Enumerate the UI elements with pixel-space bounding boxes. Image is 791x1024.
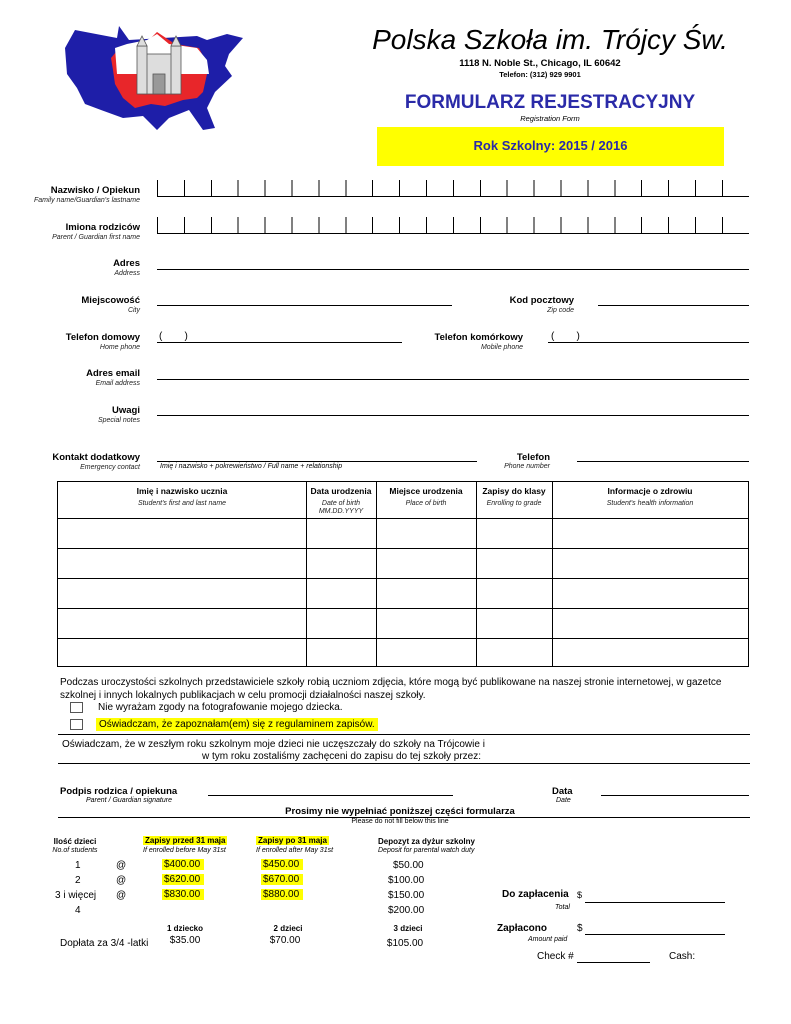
after-header: Zapisy po 31 maja bbox=[258, 836, 327, 845]
fee-row-at: @ bbox=[116, 890, 127, 901]
deposit-sub: Deposit for parental watch duty bbox=[378, 847, 475, 854]
fee-row-count: 2 bbox=[75, 875, 81, 886]
office-title: Prosimy nie wypełniać poniższej części formularza bbox=[285, 806, 515, 817]
fee-row-after: $670.00 bbox=[261, 874, 303, 885]
signature-sublabel: Parent / Guardian signature bbox=[86, 797, 172, 804]
emergency-phone-input[interactable] bbox=[577, 461, 749, 462]
count-sub: No.of students bbox=[52, 847, 98, 854]
surname-label: Nazwisko / Opiekun bbox=[50, 185, 140, 196]
col-pob-header: Miejsce urodzenia bbox=[389, 486, 463, 496]
form-title: FORMULARZ REJESTRACYJNY bbox=[404, 92, 696, 113]
col-dob-format: MM.DD.YYYY bbox=[318, 508, 364, 515]
signature-label: Podpis rodzica / opiekuna bbox=[60, 786, 178, 797]
late-header: 3 dzieci bbox=[393, 924, 423, 933]
fee-row-deposit: $200.00 bbox=[388, 905, 425, 916]
fee-row-before: $830.00 bbox=[162, 889, 204, 900]
late-value: $35.00 bbox=[169, 935, 201, 946]
emergency-phone-sublabel: Phone number bbox=[504, 463, 550, 470]
count-header: Ilość dzieci bbox=[53, 837, 97, 846]
mobile-phone-area: ( ) bbox=[551, 331, 580, 342]
rules-checkbox[interactable] bbox=[70, 719, 83, 730]
photo-consent-text: Podczas uroczystości szkolnych przedstawiciele szkoły robią uczniom zdjęcia, które mogą być publikowane na naszej stronie internetowej, w gazetce szkolnej i innych lokalnych publikacjach w celu promocji działalności naszej szkoły. bbox=[60, 677, 722, 701]
fee-row-before: $400.00 bbox=[162, 859, 204, 870]
due-label: Do zapłacenia bbox=[502, 889, 569, 900]
emergency-label: Kontakt dodatkowy bbox=[52, 452, 140, 463]
col-grade-sub: Enrolling to grade bbox=[486, 500, 542, 507]
late-value: $70.00 bbox=[269, 935, 301, 946]
surname-input[interactable] bbox=[157, 180, 749, 197]
emergency-input[interactable] bbox=[157, 461, 477, 462]
emergency-sublabel: Emergency contact bbox=[80, 464, 140, 471]
date-input[interactable] bbox=[601, 795, 749, 796]
city-label: Miejscowość bbox=[81, 295, 140, 306]
col-health-sub: Student's health information bbox=[606, 500, 694, 507]
email-sublabel: Email address bbox=[95, 380, 140, 387]
fee-row-deposit: $50.00 bbox=[393, 860, 424, 871]
fee-row-at: @ bbox=[116, 875, 127, 886]
home-phone-label: Telefon domowy bbox=[65, 332, 140, 343]
fee-row-before: $620.00 bbox=[162, 874, 204, 885]
mobile-phone-sublabel: Mobile phone bbox=[480, 344, 523, 351]
fee-row-at: @ bbox=[116, 860, 127, 871]
fee-row-count: 4 bbox=[75, 905, 81, 916]
fee-row-deposit: $100.00 bbox=[388, 875, 425, 886]
address-sublabel: Address bbox=[114, 270, 140, 277]
notes-input[interactable] bbox=[157, 415, 749, 416]
declaration-input[interactable] bbox=[58, 763, 750, 764]
late-header: 1 dziecko bbox=[166, 924, 203, 933]
fee-row-deposit: $150.00 bbox=[388, 890, 425, 901]
school-year: Rok Szkolny: 2015 / 2016 bbox=[473, 138, 628, 153]
address-input[interactable] bbox=[157, 269, 749, 270]
col-dob-sub: Date of birth bbox=[321, 500, 361, 507]
notes-sublabel: Special notes bbox=[97, 417, 140, 424]
students-table bbox=[57, 481, 749, 667]
cash-label: Cash: bbox=[669, 951, 696, 962]
due-currency: $ bbox=[577, 890, 583, 900]
signature-input[interactable] bbox=[208, 795, 453, 796]
late-header: 2 dzieci bbox=[273, 924, 303, 933]
parents-input[interactable] bbox=[157, 217, 749, 234]
rules-label: Oświadczam, że zapoznałam(em) się z regulaminem zapisów. bbox=[96, 718, 378, 731]
photo-consent-label: Nie wyrażam zgody na fotografowanie mojego dziecka. bbox=[98, 702, 343, 713]
col-grade-header: Zapisy do klasy bbox=[482, 486, 546, 496]
parents-sublabel: Parent / Guardian first name bbox=[52, 234, 140, 241]
photo-consent-checkbox[interactable] bbox=[70, 702, 83, 713]
city-sublabel: City bbox=[127, 307, 140, 314]
email-input[interactable] bbox=[157, 379, 749, 380]
paid-sublabel: Amount paid bbox=[528, 936, 568, 943]
home-phone-area: ( ) bbox=[159, 331, 188, 342]
table-row[interactable] bbox=[58, 549, 748, 578]
notes-label: Uwagi bbox=[112, 405, 140, 416]
home-phone-sublabel: Home phone bbox=[99, 344, 140, 351]
emergency-hint: Imię i nazwisko + pokrewieństwo / Full name + relationship bbox=[160, 463, 343, 470]
mobile-phone-input[interactable] bbox=[548, 342, 749, 343]
date-label: Data bbox=[552, 786, 573, 797]
before-header: Zapisy przed 31 maja bbox=[145, 836, 226, 845]
deposit-header: Depozyt za dyżur szkolny bbox=[378, 837, 475, 846]
table-row[interactable] bbox=[58, 639, 748, 666]
fee-row-count: 1 bbox=[75, 860, 81, 871]
date-sublabel: Date bbox=[556, 797, 571, 804]
table-row[interactable] bbox=[58, 519, 748, 548]
office-subtitle: Please do not fill below this line bbox=[351, 818, 449, 825]
school-address: 1118 N. Noble St., Chicago, IL 60642 bbox=[459, 58, 621, 69]
declaration-line-1: Oświadczam, że w zeszłym roku szkolnym moje dzieci nie uczęszczały do szkoły na Trójcowie i bbox=[62, 739, 485, 750]
table-row[interactable] bbox=[58, 609, 748, 638]
table-row[interactable] bbox=[58, 579, 748, 608]
surname-sublabel: Family name/Guardian's lastname bbox=[34, 197, 140, 204]
fee-row-after: $880.00 bbox=[261, 889, 303, 900]
declaration-line-2: w tym roku zostaliśmy zachęceni do zapisu do tej szkoły przez: bbox=[202, 751, 481, 762]
late-label: Dopłata za 3/4 -latki bbox=[60, 938, 149, 949]
late-value: $105.00 bbox=[386, 938, 424, 949]
city-input[interactable] bbox=[157, 305, 452, 306]
zip-label: Kod pocztowy bbox=[509, 295, 574, 306]
paid-label: Zapłacono bbox=[497, 923, 548, 934]
email-label: Adres email bbox=[86, 368, 140, 379]
col-dob-header: Data urodzenia bbox=[310, 486, 372, 496]
col-name-header: Imię i nazwisko ucznia bbox=[136, 486, 228, 496]
col-name-sub: Student's first and last name bbox=[137, 500, 227, 507]
school-logo bbox=[57, 18, 247, 136]
paid-input[interactable] bbox=[585, 934, 725, 935]
fee-row-count: 3 i więcej bbox=[55, 890, 97, 901]
emergency-phone-label: Telefon bbox=[516, 452, 550, 463]
divider bbox=[58, 734, 750, 735]
parents-label: Imiona rodziców bbox=[65, 222, 140, 233]
school-name: Polska Szkoła im. Trójcy Św. bbox=[372, 24, 728, 55]
check-input[interactable] bbox=[577, 962, 650, 963]
after-sub: If enrolled after May 31st bbox=[256, 847, 334, 854]
fee-row-after: $450.00 bbox=[261, 859, 303, 870]
home-phone-input[interactable] bbox=[157, 342, 402, 343]
paid-currency: $ bbox=[577, 923, 583, 934]
zip-input[interactable] bbox=[598, 305, 749, 306]
address-label: Adres bbox=[113, 258, 140, 269]
col-pob-sub: Place of birth bbox=[405, 500, 447, 507]
due-sublabel: Total bbox=[555, 904, 570, 911]
col-health-header: Informacje o zdrowiu bbox=[607, 486, 693, 496]
check-label: Check # bbox=[537, 951, 574, 962]
before-sub: If enrolled before May 31st bbox=[143, 847, 226, 854]
mobile-phone-label: Telefon komórkowy bbox=[434, 332, 523, 343]
due-input[interactable] bbox=[585, 902, 725, 903]
school-phone: Telefon: (312) 929 9901 bbox=[499, 70, 581, 79]
school-year-box bbox=[377, 127, 724, 166]
form-subtitle: Registration Form bbox=[520, 114, 580, 123]
zip-sublabel: Zip code bbox=[547, 307, 574, 314]
